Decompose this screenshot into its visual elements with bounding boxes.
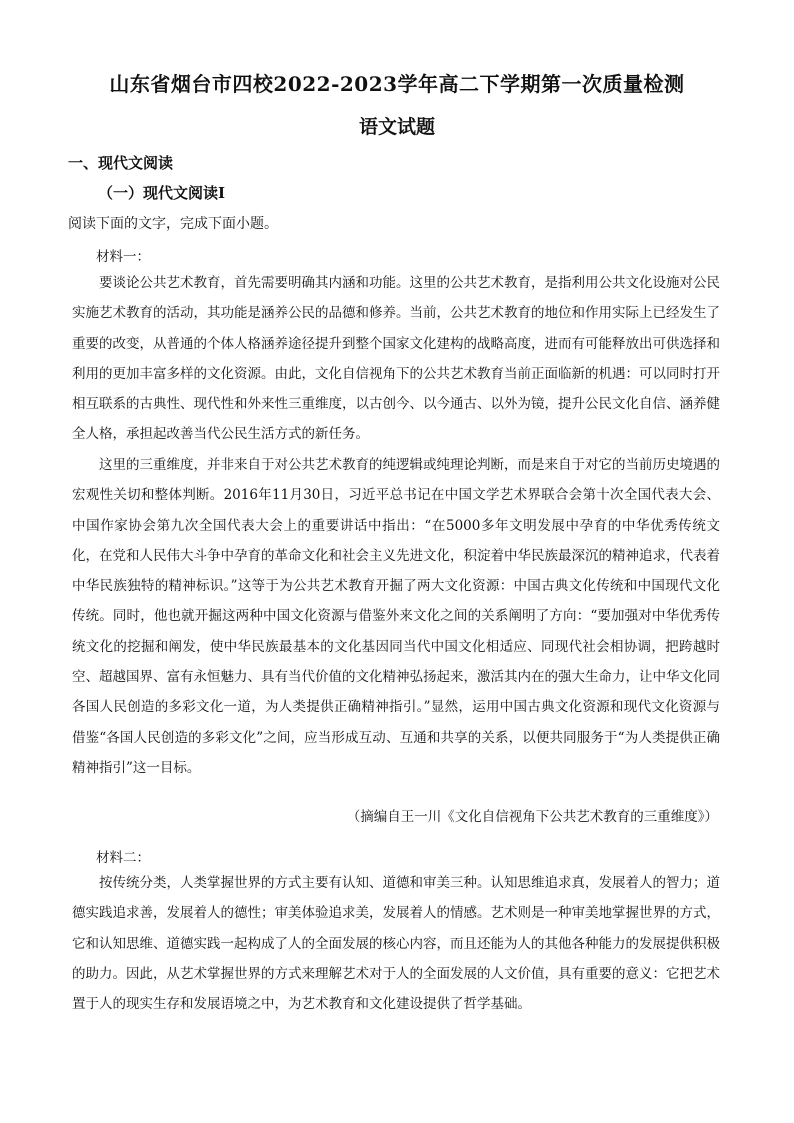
document-subtitle: 语文试题 xyxy=(358,116,435,138)
material-1-paragraph-1: 要谈论公共艺术教育，首先需要明确其内涵和功能。这里的公共艺术教育，是指利用公共文化设施对公民实施艺术教育的活动，其功能是涵养公民的品德和修养。当前，公共艺术教育的地位和作用实际上已经发生了重要的改变，从普通的个体人格涵养途径提升到整个国家文化建构的战略高度，进而有可能释放出可供选择和利用的更加丰富多样的文化资源。由此，文化自信视角下的公共艺术教育当前正面临新的机遇：可以同时打开相互联系的古典性、现代性和外来性三重维度，以古创今、以今通古、以外为镜，提升公民文化自信、涵养健全人格，承担起改善当代公民生活方式的新任务。 xyxy=(72,275,720,443)
section-heading: 一、现代文阅读 xyxy=(68,154,174,172)
material-1-label: 材料一： xyxy=(96,249,150,265)
instruction-text: 阅读下面的文字，完成下面小题。 xyxy=(68,216,278,232)
material-2-paragraph-1: 按传统分类，人类掌握世界的方式主要有认知、道德和审美三种。认知思维追求真，发展着人的智力；道德实践追求善，发展着人的德性；审美体验追求美，发展着人的情感。艺术则是一种审美地掌握世界的方式，它和认知思维、道德实践一起构成了人的全面发展的核心内容，而且还能为人的其他各种能力的发展提供积极的助力。因此，从艺术掌握世界的方式来理解艺术对于人的全面发展的人文价值，具有重要的意义：它把艺术置于人的现实生存和发展语境之中，为艺术教育和文化建设提供了哲学基础。 xyxy=(72,875,720,1013)
subsection-heading: （一）现代文阅读Ⅰ xyxy=(98,184,226,202)
material-1-source: （摘编自王一川《文化自信视角下公共艺术教育的三重维度》） xyxy=(346,809,718,825)
material-2-label: 材料二： xyxy=(96,850,150,866)
document-title: 山东省烟台市四校2022-2023学年高二下学期第一次质量检测 xyxy=(109,72,685,96)
material-1-paragraph-2: 这里的三重维度，并非来自于对公共艺术教育的纯逻辑或纯理论判断，而是来自于对它的当前历史境遇的宏观性关切和整体判断。2016年11月30日，习近平总书记在中国文学艺术界联合会第十次全国代表大会、中国作家协会第九次全国代表大会上的重要讲话中指出：“在5000多年文明发展中孕育的中华优秀传统文化，在党和人民伟大斗争中孕育的革命文化和社会主义先进文化，积淀着中华民族最深沉的精神追求，代表着中华民族独特的精神标识。”这等于为公共艺术教育开掘了两大文化资源：中国古典文化传统和中国现代文化传统。同时，他也就开掘这两种中国文化资源与借鉴外来文化之间的关系阐明了方向：“要加强对中华优秀传统文化的挖掘和阐发，使中华民族最基本的文化基因同当代中国文化相适应、同现代社会相协调，把跨越时空、超越国界、富有永恒魅力、具有当代价值的文化精神弘扬起来，激活其内在的强大生命力，让中华文化同各国人民创造的多彩文化一道，为人类提供正确精神指引。”显然，运用中国古典文化资源和现代文化资源与借鉴“各国人民创造的多彩文化”之间，应当形成互动、互通和共享的关系，以便共同服务于“为人类提供正确精神指引”这一目标。 xyxy=(72,457,720,776)
